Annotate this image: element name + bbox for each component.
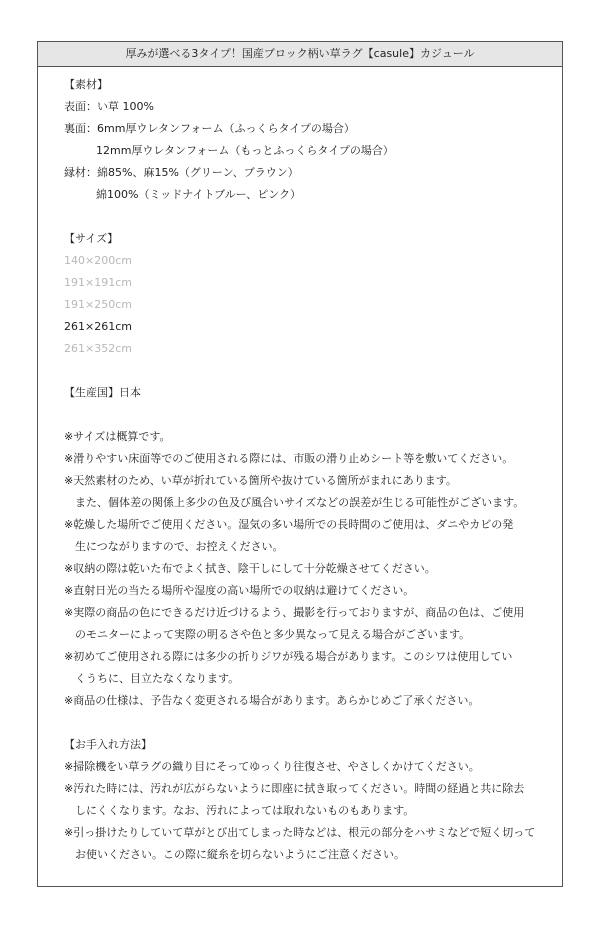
size-option-selected: 261×261cm bbox=[64, 320, 132, 333]
care-line-cont: お使いください。この際に縦糸を切らないようにご注意ください。 bbox=[75, 848, 405, 861]
size-option-unavailable: 191×250cm bbox=[64, 298, 132, 311]
note-line-cont: のモニターによって実際の明るさや色と多少異なって見える場合がございます。 bbox=[75, 628, 471, 641]
size-option-unavailable: 261×352cm bbox=[64, 342, 132, 355]
note-line: ※実際の商品の色にできるだけ近づけるよう、撮影を行っておりますが、商品の色は、ご使用 bbox=[64, 606, 525, 619]
material-heading: 【素材】 bbox=[64, 78, 108, 91]
note-line: ※初めてご使用される際には多少の折りジワが残る場合があります。このシワは使用してい bbox=[64, 650, 513, 663]
note-line-cont: くうちに、目立たなくなります。 bbox=[75, 672, 240, 685]
note-line: ※サイズは概算です。 bbox=[64, 430, 171, 443]
note-line-cont: また、個体差の関係上多少の色及び風合いサイズなどの誤差が生じる可能性がございます。 bbox=[75, 496, 525, 509]
note-line: ※商品の仕様は、予告なく変更される場合があります。あらかじめご了承ください。 bbox=[64, 694, 480, 707]
material-back-alt: 12mm厚ウレタンフォーム（もっとふっくらタイプの場合） bbox=[96, 144, 394, 157]
spec-panel bbox=[37, 41, 563, 887]
material-edge: 縁材：綿85%、麻15%（グリーン、ブラウン） bbox=[64, 166, 299, 179]
note-line: ※直射日光の当たる場所や湿度の高い場所での収納は避けてください。 bbox=[64, 584, 415, 597]
origin-line: 【生産国】日本 bbox=[64, 386, 141, 399]
care-line: ※汚れた時には、汚れが広がらないように即座に拭き取ってください。時間の経過と共に除去 bbox=[64, 782, 525, 795]
note-line: ※滑りやすい床面等でのご使用される際には、市販の滑り止めシート等を敷いてください。 bbox=[64, 452, 514, 465]
size-option-unavailable: 191×191cm bbox=[64, 276, 132, 289]
product-title: 厚みが選べる3タイプ！国産ブロック柄い草ラグ【casule】カジュール bbox=[38, 42, 562, 67]
note-line-cont: 生につながりますので、お控えください。 bbox=[75, 540, 284, 553]
material-edge-alt: 綿100%（ミッドナイトブルー、ピンク） bbox=[96, 188, 302, 201]
spec-content bbox=[64, 74, 554, 866]
care-heading: 【お手入れ方法】 bbox=[64, 738, 152, 751]
care-line-cont: しにくくなります。なお、汚れによっては取れないものもあります。 bbox=[75, 804, 415, 817]
size-option-unavailable: 140×200cm bbox=[64, 254, 132, 267]
material-back: 裏面：6mm厚ウレタンフォーム（ふっくらタイプの場合） bbox=[64, 122, 355, 135]
note-line: ※収納の際は乾いた布でよく拭き、陰干しにして十分乾燥させてください。 bbox=[64, 562, 436, 575]
material-surface: 表面：い草 100% bbox=[64, 100, 154, 113]
care-line: ※掃除機をい草ラグの織り目にそってゆっくり往復させ、やさしくかけてください。 bbox=[64, 760, 480, 773]
size-heading: 【サイズ】 bbox=[64, 232, 119, 245]
note-line: ※天然素材のため、い草が折れている箇所や抜けている箇所がまれにあります。 bbox=[64, 474, 457, 487]
care-line: ※引っ掛けたりしていて草がとび出てしまった時などは、根元の部分をハサミなどで短く切って bbox=[64, 826, 536, 839]
note-line: ※乾燥した場所でご使用ください。湿気の多い場所での長時間のご使用は、ダニやカビの発 bbox=[64, 518, 514, 531]
